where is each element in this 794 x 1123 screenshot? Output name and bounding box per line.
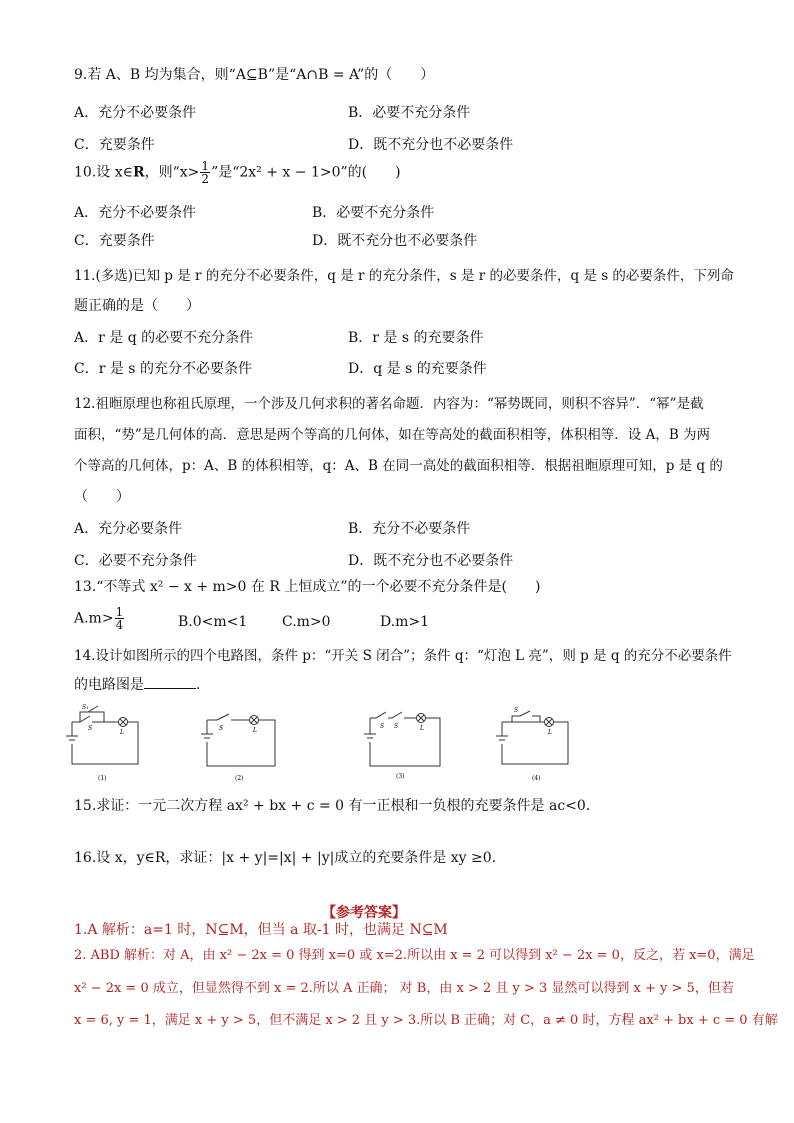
q12-stem-line3: 个等高的几何体，p：A、B 的体积相等，q：A、B 在同一高处的截面积相等．根据祖暅原理可知，p 是 q 的 xyxy=(74,458,723,474)
q11-option-d: D．q 是 s 的充要条件 xyxy=(348,361,487,377)
q10-stem: 10.设 x∈R，则“x> $\frac{1}{2}$ ”是“2x² + x − 1>0”的( ) xyxy=(74,159,401,186)
circuit-diagram-4 xyxy=(490,702,580,786)
q14-stem-line1: 14.设计如图所示的四个电路图，条件 p：“开关 S 闭合”；条件 q：“灯泡 L 亮”，则 p 是 q 的充分不必要条件 xyxy=(74,648,732,664)
q13-option-c: C.m>0 xyxy=(282,614,331,630)
svg-text:(2): (2) xyxy=(235,775,244,782)
answer-1: 1.A 解析：a=1 时，N⊆M，但当 a 取-1 时，也满足 N⊆M xyxy=(74,922,448,938)
svg-text:S: S xyxy=(514,707,519,714)
q16-stem: 16.设 x，y∈R，求证：|x + y|=|x| + |y|成立的充要条件是 xy ≥0. xyxy=(74,850,497,866)
q11-stem-line2: 题正确的是（ ） xyxy=(74,298,200,314)
svg-text:(3): (3) xyxy=(396,773,405,780)
svg-text:S: S xyxy=(380,723,385,730)
svg-text:L: L xyxy=(420,725,424,732)
q12-stem-line2: 面积，“势”是几何体的高．意思是两个等高的几何体，如在等高处的截面积相等，体积相等．设 A，B 为两 xyxy=(74,427,711,443)
q11-option-b: B．r 是 s 的充要条件 xyxy=(348,330,484,346)
svg-text:S: S xyxy=(219,725,224,732)
answer-2-line2: x² − 2x = 0 成立，但显然得不到 x = 2.所以 A 正确； 对 B，由 x > 2 且 y > 3 显然可以得到 x + y > 5，但若 xyxy=(74,981,734,996)
q10-option-b: B．必要不充分条件 xyxy=(312,205,435,221)
q13-option-d: D.m>1 xyxy=(380,614,430,630)
q12-option-d: D．既不充分也不必要条件 xyxy=(348,553,514,569)
q10-option-a: A．充分不必要条件 xyxy=(74,205,197,221)
q14-stem-line2: 的电路图是 . xyxy=(74,677,201,693)
q12-option-b: B．充分不必要条件 xyxy=(348,521,471,537)
circuit-diagram-3 xyxy=(358,706,448,786)
svg-text:L: L xyxy=(120,729,124,736)
q12-stem-line1: 12.祖暅原理也称祖氏原理，一个涉及几何求积的著名命题．内容为：“幂势既同，则积不容异”．“幂”是截 xyxy=(74,396,704,412)
q13-option-a: A.m> $\frac{1}{4}$ xyxy=(74,605,124,632)
svg-text:(1): (1) xyxy=(98,775,107,782)
q13-fraction: $\frac{1}{4}$ xyxy=(115,605,124,632)
q12-option-c: C．必要不充分条件 xyxy=(74,553,197,569)
answer-2-line3: x = 6, y = 1，满足 x + y > 5，但不满足 x > 2 且 y > 3.所以 B 正确；对 C，a ≠ 0 时，方程 ax² + bx + c = 0 有解 xyxy=(74,1013,778,1028)
svg-text:S: S xyxy=(394,723,399,730)
q9-option-d: D．既不充分也不必要条件 xyxy=(348,137,514,153)
q15-stem: 15.求证：一元二次方程 ax² + bx + c = 0 有一正根和一负根的充要条件是 ac<0. xyxy=(74,798,591,814)
answer-blank xyxy=(144,676,196,689)
q10-option-c: C．充要条件 xyxy=(74,233,155,249)
q11-option-a: A．r 是 q 的必要不充分条件 xyxy=(74,330,254,346)
q11-stem-line1: 11.(多选)已知 p 是 r 的充分不必要条件，q 是 r 的充分条件，s 是 r 的必要条件，q 是 s 的必要条件，下列命 xyxy=(74,268,734,284)
circuit-diagram-2 xyxy=(195,708,285,786)
answers-title: 【参考答案】 xyxy=(322,905,406,921)
q13-stem: 13.“不等式 x² − x + m>0 在 R 上恒成立”的一个必要不充分条件是( ) xyxy=(74,579,541,595)
svg-text:S: S xyxy=(88,725,93,732)
q10-fraction: $\frac{1}{2}$ xyxy=(201,159,210,186)
q12-stem-line4: （ ） xyxy=(74,489,130,505)
q10-option-d: D．既不充分也不必要条件 xyxy=(312,233,478,249)
svg-text:(4): (4) xyxy=(532,775,541,782)
answer-2-line1: 2. ABD 解析：对 A，由 x² − 2x = 0 得到 x=0 或 x=2.所以由 x = 2 可以得到 x² − 2x = 0，反之，若 x=0，满足 xyxy=(74,948,755,963)
q11-option-c: C．r 是 s 的充分不必要条件 xyxy=(74,361,252,377)
q9-option-c: C．充要条件 xyxy=(74,137,155,153)
q12-option-a: A．充分必要条件 xyxy=(74,521,183,537)
svg-text:L: L xyxy=(548,729,552,736)
q9-option-a: A．充分不必要条件 xyxy=(74,105,197,121)
q9-option-b: B．必要不充分条件 xyxy=(348,105,471,121)
q13-option-b: B.0<m<1 xyxy=(178,614,248,630)
q9-stem: 9.若 A、B 均为集合，则“A⊆B”是“A∩B = A”的（ ） xyxy=(74,67,435,83)
svg-text:L: L xyxy=(253,727,257,734)
svg-text:S₁: S₁ xyxy=(82,704,89,711)
circuit-diagram-1 xyxy=(60,700,150,785)
